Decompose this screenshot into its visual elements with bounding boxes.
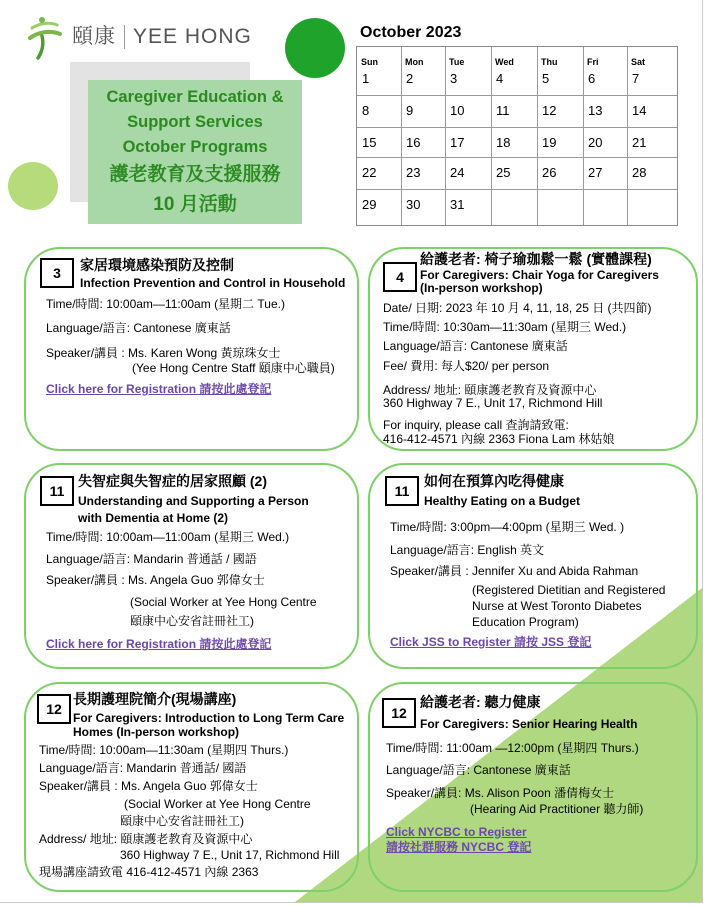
title-en-line-2: Support Services bbox=[127, 113, 263, 131]
event-address: Address/ 地址: 頤康護老教育及資源中心 bbox=[383, 383, 597, 397]
calendar-grid bbox=[356, 46, 678, 226]
calendar-column-divider bbox=[401, 47, 402, 225]
event-time: Time/時間: 10:30am—11:30am (星期三 Wed.) bbox=[383, 320, 627, 334]
calendar-day-cell: 20 bbox=[588, 135, 603, 150]
event-speaker: Speaker/講員 : Ms. Angela Guo 郭偉女士 bbox=[46, 573, 265, 587]
calendar-row-divider bbox=[357, 189, 677, 190]
calendar-day-cell: 30 bbox=[406, 197, 421, 212]
registration-link[interactable]: Click JSS to Register 請按 JSS 登記 bbox=[390, 635, 592, 649]
event-title-en: Understanding and Supporting a Person bbox=[78, 494, 309, 508]
event-title-en-2: Homes (In-person workshop) bbox=[73, 725, 240, 739]
registration-link[interactable]: Click here for Registration 請按此處登記 bbox=[46, 637, 272, 651]
calendar-column-divider bbox=[583, 47, 584, 225]
logo-english: YEE HONG bbox=[133, 25, 252, 48]
event-day-badge: 3 bbox=[40, 258, 74, 288]
calendar-weekday-sat: Sat bbox=[631, 57, 646, 67]
calendar-column-divider bbox=[627, 47, 628, 225]
event-speaker: Speaker/講員 : Ms. Angela Guo 郭偉女士 bbox=[39, 779, 258, 793]
event-language: Language/語言: Mandarin 普通話 / 國語 bbox=[46, 552, 257, 566]
calendar-day-cell: 23 bbox=[406, 165, 421, 180]
calendar-day-cell: 3 bbox=[450, 71, 458, 86]
calendar-day-cell: 12 bbox=[542, 103, 557, 118]
event-title-en-2: (In-person workshop) bbox=[420, 281, 543, 295]
calendar-day-cell: 16 bbox=[406, 135, 421, 150]
event-speaker-detail-2: 頤康中心安省註冊社工) bbox=[120, 814, 244, 828]
event-title-zh: 家居環境感染預防及控制 bbox=[80, 257, 234, 273]
calendar-weekday-wed: Wed bbox=[495, 57, 514, 67]
event-address-line-2: 360 Highway 7 E., Unit 17, Richmond Hill bbox=[120, 848, 340, 862]
event-speaker-detail: (Hearing Aid Practitioner 聽力師) bbox=[470, 802, 644, 816]
event-title-en: For Caregivers: Chair Yoga for Caregivers bbox=[420, 268, 659, 282]
event-speaker-detail-2: Nurse at West Toronto Diabetes bbox=[472, 599, 642, 613]
calendar-day-cell: 11 bbox=[496, 103, 510, 118]
event-title-en-2: with Dementia at Home (2) bbox=[78, 511, 229, 525]
calendar-day-cell: 4 bbox=[496, 71, 504, 86]
event-title-en: For Caregivers: Introduction to Long Term Care bbox=[73, 711, 345, 725]
calendar-weekday-tue: Tue bbox=[449, 57, 465, 67]
calendar-day-cell: 29 bbox=[362, 197, 377, 212]
calendar-column-divider bbox=[491, 47, 492, 225]
event-language: Language/語言: Mandarin 普通話/ 國語 bbox=[39, 761, 247, 775]
event-speaker-detail: (Yee Hong Centre Staff 頤康中心職員) bbox=[132, 361, 335, 375]
event-time: Time/時間: 11:00am —12:00pm (星期四 Thurs.) bbox=[386, 741, 639, 755]
page-title bbox=[60, 85, 330, 220]
calendar-day-cell: 5 bbox=[542, 71, 550, 86]
calendar-row-divider bbox=[357, 127, 677, 128]
event-language: Language/語言: Cantonese 廣東話 bbox=[46, 321, 231, 335]
title-zh-line-1: 護老教育及支援服務 bbox=[109, 164, 281, 185]
event-time: Time/時間: 10:00am—11:00am (星期三 Wed.) bbox=[46, 530, 290, 544]
event-time: Time/時間: 10:00am—11:00am (星期二 Tue.) bbox=[46, 297, 285, 311]
event-title-en: For Caregivers: Senior Hearing Health bbox=[420, 717, 638, 731]
calendar-weekday-thu: Thu bbox=[541, 57, 558, 67]
event-address: Address/ 地址: 頤康護老教育及資源中心 bbox=[39, 832, 253, 846]
calendar-day-cell: 1 bbox=[362, 71, 370, 86]
logo-chinese: 頤康 bbox=[72, 25, 116, 48]
event-speaker-detail: (Social Worker at Yee Hong Centre bbox=[124, 797, 311, 811]
calendar-title: October 2023 bbox=[360, 24, 462, 41]
calendar-day-cell: 26 bbox=[542, 165, 557, 180]
decorative-light-circle bbox=[8, 162, 58, 210]
event-title-zh: 失智症與失智症的居家照顧 (2) bbox=[78, 473, 267, 489]
registration-link-zh[interactable]: 請按社群服務 NYCBC 登記 bbox=[386, 840, 532, 854]
calendar-day-cell: 17 bbox=[450, 135, 465, 150]
event-time: Time/時間: 3:00pm—4:00pm (星期三 Wed. ) bbox=[390, 520, 625, 534]
event-day-badge: 11 bbox=[385, 476, 419, 506]
registration-link[interactable]: Click here for Registration 請按此處登記 bbox=[46, 382, 272, 396]
event-title-en: Healthy Eating on a Budget bbox=[424, 494, 581, 508]
event-phone: 現場講座請致電 416-412-4571 內線 2363 bbox=[39, 865, 259, 879]
calendar-day-cell: 13 bbox=[588, 103, 603, 118]
calendar-day-cell: 27 bbox=[588, 165, 603, 180]
calendar-row-divider bbox=[357, 95, 677, 96]
event-date: Date/ 日期: 2023 年 10 月 4, 11, 18, 25 日 (共四節) bbox=[383, 301, 652, 315]
yee-hong-logo-icon bbox=[24, 14, 64, 60]
event-speaker-detail-2: 頤康中心安省註冊社工) bbox=[130, 614, 254, 628]
calendar-day-cell: 28 bbox=[632, 165, 647, 180]
event-day-badge: 11 bbox=[40, 476, 74, 506]
calendar-day-cell: 18 bbox=[496, 135, 511, 150]
event-speaker: Speaker/講員: Ms. Alison Poon 潘倩梅女士 bbox=[386, 786, 615, 800]
calendar-day-cell: 10 bbox=[450, 103, 465, 118]
calendar-day-cell: 22 bbox=[362, 165, 377, 180]
event-inquiry-phone: 416-412-4571 內線 2363 Fiona Lam 林姑娘 bbox=[383, 432, 615, 446]
event-title-zh: 如何在預算內吃得健康 bbox=[424, 473, 564, 489]
calendar-weekday-mon: Mon bbox=[405, 57, 424, 67]
title-en-line-1: Caregiver Education & bbox=[106, 88, 284, 106]
registration-link[interactable]: Click NYCBC to Register bbox=[386, 825, 527, 839]
calendar-row-divider bbox=[357, 157, 677, 158]
calendar-day-cell: 2 bbox=[406, 71, 414, 86]
event-language: Language/語言: English 英文 bbox=[390, 543, 545, 557]
calendar-weekday-sun: Sun bbox=[361, 57, 378, 67]
calendar-day-cell: 21 bbox=[632, 135, 647, 150]
calendar-day-cell: 7 bbox=[632, 71, 640, 86]
event-address-line-2: 360 Highway 7 E., Unit 17, Richmond Hill bbox=[383, 396, 603, 410]
event-title-zh: 給護老者: 椅子瑜珈鬆一鬆 (實體課程) bbox=[420, 251, 652, 267]
event-day-badge: 12 bbox=[37, 694, 71, 724]
event-fee: Fee/ 費用: 每人$20/ per person bbox=[383, 359, 550, 373]
calendar-day-cell: 25 bbox=[496, 165, 511, 180]
event-inquiry: For inquiry, please call 查詢請致電: bbox=[383, 418, 569, 432]
event-title-zh: 長期護理院簡介(現場講座) bbox=[73, 691, 237, 707]
event-speaker-detail: (Registered Dietitian and Registered bbox=[472, 583, 666, 597]
logo-separator bbox=[124, 25, 125, 49]
event-speaker-detail: (Social Worker at Yee Hong Centre bbox=[130, 595, 317, 609]
event-speaker: Speaker/講員 : Ms. Karen Wong 黃琼珠女士 bbox=[46, 346, 281, 360]
event-day-badge: 12 bbox=[382, 698, 416, 728]
event-title-zh: 給護老者: 聽力健康 bbox=[420, 694, 541, 710]
event-time: Time/時間: 10:00am—11:30am (星期四 Thurs.) bbox=[39, 743, 289, 757]
logo-text bbox=[72, 20, 252, 50]
calendar-column-divider bbox=[537, 47, 538, 225]
calendar-day-cell: 19 bbox=[542, 135, 557, 150]
decorative-dark-circle bbox=[285, 18, 345, 78]
calendar-day-cell: 24 bbox=[450, 165, 465, 180]
event-title-en: Infection Prevention and Control in Household bbox=[80, 276, 346, 290]
event-speaker: Speaker/講員 : Jennifer Xu and Abida Rahman bbox=[390, 564, 639, 578]
event-language: Language/語言: Cantonese 廣東話 bbox=[386, 763, 571, 777]
calendar-day-cell: 14 bbox=[632, 103, 647, 118]
title-en-line-3: October Programs bbox=[122, 138, 268, 156]
event-day-badge: 4 bbox=[383, 262, 417, 292]
calendar-column-divider bbox=[445, 47, 446, 225]
calendar-day-cell: 9 bbox=[406, 103, 414, 118]
calendar-day-cell: 6 bbox=[588, 71, 596, 86]
calendar-day-cell: 15 bbox=[362, 135, 377, 150]
title-zh-line-2: 10 月活動 bbox=[153, 194, 237, 215]
event-language: Language/語言: Cantonese 廣東話 bbox=[383, 339, 568, 353]
event-speaker-detail-3: Education Program) bbox=[472, 615, 579, 629]
calendar-day-cell: 8 bbox=[362, 103, 370, 118]
calendar-weekday-fri: Fri bbox=[587, 57, 599, 67]
calendar-day-cell: 31 bbox=[450, 197, 465, 212]
